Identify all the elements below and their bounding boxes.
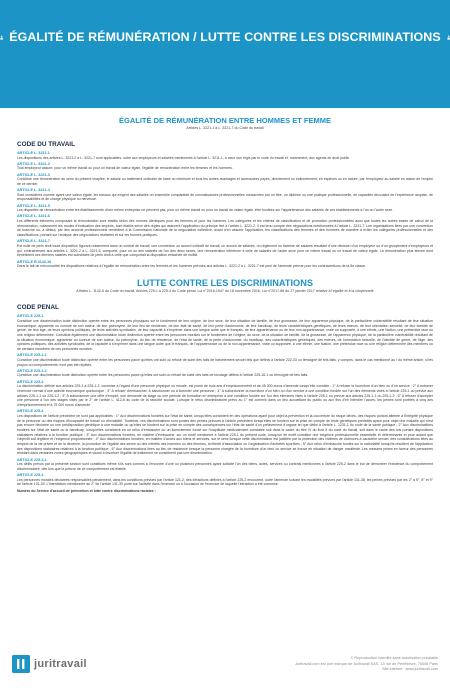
article-body: Sont considérés comme ayant une valeur égale, les travaux qui exigent des salariés un ensemble comparable de connaissances professionnelles consacrées par un titre, un diplôme ou une pratique professionnelle, de capacités découlant de l'expérience acquise, de responsabilités et de charge physique ou nerveuse.: [17, 192, 433, 202]
article: [17, 173, 433, 187]
article-body: Tout employeur assure, pour un même travail ou pour un travail de valeur égale, l'égalité de rémunération entre les femmes et les hommes.: [17, 166, 233, 171]
article-body: Les délits prévus par la présente section sont constitués même s'ils sont commis à l'encontre d'une ou plusieurs personnes ayant sollicité l'un des biens, actes, services ou contrats mentionnés à l'article 225-2 dans le but de démontrer l'existence du comportement discriminatoire, dès lors que la preuve de ce comportement est établie.: [17, 462, 433, 471]
banner-title: [0, 30, 450, 44]
logo-text: juritravail: [34, 658, 87, 670]
footer: [0, 645, 450, 700]
section-subtitle-lutte: Articles L. 1142-6 du Code du travail, Articles 225-1 à 225-4 du Code pénal, Loi n°2016-1547 du 18 novembre 2016, Loi n°2017-86 du 27 janvier 2017 relative à l'égalité et à la citoyenneté: [76, 289, 374, 294]
article-title: ARTICLE L. 3221-1: [17, 151, 50, 155]
article: [17, 369, 433, 378]
article: [17, 204, 433, 213]
footer-company: Juritravail.com est une marque de Juritravail SAS, 13 rue de Penthièvre, 75008 Paris: [295, 661, 438, 666]
article-title: ARTICLE 225-3: [17, 409, 44, 414]
article-title: ARTICLE L. 3221-5: [17, 203, 50, 208]
article-body: Les dispositions de l'article précédent ne sont pas applicables : 1° Aux discriminations fondées sur l'état de santé, lorsqu'elles consistent en des opérations ayant pour objet la prévention et la couverture du risque décès, des risques portant atteinte à l'intégrité physique de la personne ou des risques d'incapacité de travail ou d'invalidité. Toutefois, ces discriminations sont punies des peines prévues à l'article précédent lorsqu'elles se fondent sur la prise en compte de tests génétiques prédictifs ayant pour objet une maladie qui n'est pas encore déclarée ou une prédisposition génétique à une maladie ou qu'elles se fondent sur la prise en compte des conséquences sur l'état de santé d'un prélèvement d'organe tel que défini à l'article L. 1231-1 du code de la santé publique ; 2° Aux discriminations fondées sur l'état de santé ou le handicap, lorsqu'elles consistent en un refus d'embauche ou un licenciement fondé sur l'inaptitude médicalement constatée soit dans le cadre du titre IV du livre II du code du travail, soit dans le cadre des lois portant dispositions statutaires relatives à la fonction publique ; 3° Aux discriminations fondées, en matière d'embauche, sur un motif mentionné à l'article 225-1 du présent code, lorsqu'un tel motif constitue une exigence professionnelle essentielle et déterminante et pour autant que l'objectif soit légitime et l'exigence proportionnée ; 4° Aux discriminations fondées, en matière d'accès aux biens et services, sur le sexe lorsque cette discrimination est justifiée par la protection des victimes de violences à caractère sexuel, des considérations liées au respect de la vie privée et de la décence, la promotion de l'égalité des sexes ou des intérêts des hommes ou des femmes, la liberté d'association ou l'organisation d'activités sportives ; 5° Aux refus d'embauche fondés sur la nationalité lorsqu'ils résultent de l'application des dispositions statutaires relatives à la fonction publique ; 6° Aux discriminations liées au lieu de résidence lorsque la personne chargée de la fourniture d'un bien ou service se trouve en situation de danger manifeste. Les mesures prises en faveur des personnes résidant dans certaines zones géographiques et visant à favoriser l'égalité de traitement ne constituent pas une discrimination.: [17, 413, 433, 456]
article: [17, 151, 433, 160]
footer-website: Site internet : www.juritravail.com: [382, 667, 438, 672]
person-icon: [447, 31, 450, 44]
article-body: Constitue une discrimination toute distinction opérée entre les personnes physiques sur le fondement de leur origine, de leur sexe, de leur situation de famille, de leur grossesse, de leur apparence physique, de la particulière vulnérabilité résultant de leur situation économique, apparente ou connue de son auteur, de leur patronyme, de leur lieu de résidence, de leur état de santé, de leur perte d'autonomie, de leur handicap, de leurs caractéristiques génétiques, de leurs mœurs, de leur orientation sexuelle, de leur identité de genre, de leur âge, de leurs opinions politiques, de leurs activités syndicales, de leur capacité à s'exprimer dans une langue autre que le français, de leur appartenance ou de leur non-appartenance, vraie ou supposée, à une ethnie, une Nation, une prétendue race ou une religion déterminée. Constitue également une discrimination toute distinction opérée entre les personnes morales sur le fondement de l'origine, du sexe, de la situation de famille, de la grossesse, de l'apparence physique, de la particulière vulnérabilité résultant de la situation économique, apparente ou connue de son auteur, du patronyme, du lieu de résidence, de l'état de santé, de la perte d'autonomie, du handicap, des caractéristiques génétiques, des mœurs, de l'orientation sexuelle, de l'identité de genre, de l'âge, des opinions politiques, des activités syndicales, de la capacité à s'exprimer dans une langue autre que le français, de l'appartenance ou de la non-appartenance, vraie ou supposée, à une ethnie, une Nation, une prétendue race ou une religion déterminée des membres ou de certains membres de ces personnes morales.: [17, 318, 433, 352]
article-title: ARTICLE R.3142-16: [17, 259, 52, 264]
article-body: Constitue une rémunération au sens du présent chapitre, le salaire ou traitement ordinaire de base ou minimum et tous les autres avantages et accessoires payés, directement ou indirectement, en espèces ou en nature, par l'employeur au salarié en raison de l'emploi de ce dernier.: [17, 177, 433, 186]
article: [17, 188, 433, 202]
article: [17, 458, 433, 472]
code-travail-heading: CODE DU TRAVAIL: [17, 141, 75, 148]
article-body: Les différents éléments composant la rémunération sont établis selon des normes identiques pour les femmes et pour les hommes. Les catégories et les critères de classification et de promotion professionnelles ainsi que toutes les autres bases de calcul de la rémunération, notamment les modes d'évaluation des emplois, sont établis selon des règles qui assurent l'application du principe fixé à l'article L. 3221-2. Il est tenu compte des négociations mentionnées à l'article L. 2241-7. Les organisations liées par une convention de branche ou, à défaut, par des accords professionnels remédient à la Commission nationale de la négociation collective, avant d'en assurer l'application, les classifications des femmes et des hommes de manière à éviter les catégories professionnelles et des classifications, portant sur l'analyse des négociations réalisées et sur les bonnes pratiques.: [17, 218, 433, 238]
code-penal-heading: CODE PENAL: [17, 304, 59, 312]
section-title-egalite: ÉGALITÉ DE RÉMUNÉRATION ENTRE HOMMES ET FEMME: [119, 116, 331, 125]
article-title: ARTICLE L. 3221-3: [17, 172, 50, 177]
footer-legal: [295, 656, 438, 673]
juritravail-logo-icon: [12, 655, 30, 673]
article: [17, 162, 433, 171]
person-icon: [0, 31, 3, 44]
article: [17, 214, 433, 237]
footer-copyright: © Reproduction interdite sans autorisation préalable: [350, 656, 438, 660]
article-title: ARTICLE 225-2: [17, 379, 44, 384]
article: [17, 380, 433, 408]
article: [17, 473, 433, 487]
article-title: ARTICLE L. 3221-7: [17, 239, 50, 244]
juritravail-logo: [12, 655, 87, 673]
article-title: ARTICLE 225-4: [17, 473, 44, 478]
article-body: La discrimination définie aux articles 225-1 à 225-1-2, commise à l'égard d'une personne physique ou morale, est punie de trois ans d'emprisonnement et de 45 000 euros d'amende lorsqu'elle consiste : 1° A refuser la fourniture d'un bien ou d'un service ; 2° A entraver l'exercice normal d'une activité économique quelconque ; 3° A refuser d'embaucher, à sanctionner ou à licencier une personne ; 4° A subordonner la fourniture d'un bien ou d'un service à une condition fondée sur l'un des éléments visés à l'article 225-1 ou prévue aux articles 225-1-1 ou 225-1-2 ; 5° A subordonner une offre d'emploi, une demande de stage ou une période de formation en entreprise à une condition fondée sur l'un des éléments visés à l'article 225-1 ou prévue aux articles 225-1-1 ou 225-1-2 ; 6° A refuser d'accepter une personne à l'un des stages visés par le 2° de l'article L. 412-8 du code de la sécurité sociale. Lorsque le refus discriminatoire prévu au 1° est commis dans un lieu accueillant du public ou aux fins d'en interdire l'accès, les peines sont portées à cinq ans d'emprisonnement et à 75 000 euros d'amende.: [17, 384, 433, 408]
article-title: ARTICLE 225-1-2: [17, 368, 47, 373]
article-body: Les dispositions des articles L. 3221-2 à L. 3221-7 sont applicables, outre aux employeurs et salariés mentionnés à l'article L. 3211-1, à ceux non régis par le code du travail et, notamment, aux agents de droit public.: [17, 155, 351, 160]
section-title-lutte: LUTTE CONTRE LES DISCRIMINATIONS: [137, 278, 313, 289]
article: [17, 409, 433, 456]
article: [17, 489, 433, 494]
article-title: ARTICLE L. 3221-2: [17, 161, 50, 166]
article: [17, 314, 433, 352]
article-title: ARTICLE 225-3-1: [17, 457, 47, 462]
article-body: Les disparités de rémunération entre les établissements d'une même entreprise ne peuvent pas, pour un même travail ou pour un travail de valeur égale, être fondées sur l'appartenance des salariés de ces établissements à l'un ou l'autre sexe.: [17, 208, 394, 213]
article-body: Est nulle de plein droit toute disposition figurant notamment dans un contrat de travail, une convention ou accord collectif de travail, un accord de salaires, un règlement ou barème de salaires résultant d'une décision d'un employeur ou d'un groupement d'employeurs et qui, contrairement aux articles L. 3221-2 à L. 3221-6, comporte, pour un ou des salariés de l'un des deux sexes, une rémunération inférieure à celle de salariés de l'autre sexe pour un même travail ou un travail de valeur égale. La rémunération plus élevée dont bénéficient ces derniers salariés est substituée de plein droit à celle que comportait la disposition entachée de nullité.: [17, 243, 433, 258]
article-body: Constitue une discrimination toute distinction opérée entre les personnes parce qu'elles ont subi ou refusé de subir des faits de bizutage définis à l'article 225-16-1 ou témoigné de tels faits.: [17, 373, 309, 378]
document-sheet: [17, 108, 433, 644]
article: [17, 239, 433, 258]
article: [17, 353, 433, 367]
article-title: ARTICLE 225-1: [17, 314, 44, 319]
article-body: Les personnes morales déclarées responsables pénalement, dans les conditions prévues par l'article 121-2, des infractions définies à l'article 225-2 encourent, outre l'amende suivant les modalités prévues par l'article 131-38, les peines prévues par les 2° à 5°, 8° et 9° de l'article 131-39. L'interdiction mentionnée au 2° de l'article 131-39 porte sur l'activité dans l'exercice ou à l'occasion de l'exercice de laquelle l'infraction a été commise.: [17, 477, 433, 487]
article-title: ARTICLE L. 3221-4: [17, 188, 50, 193]
article-title: ARTICLE 225-1-1: [17, 353, 47, 358]
article: [17, 260, 433, 269]
banner-title-text: ÉGALITÉ DE RÉMUNÉRATION / LUTTE CONTRE LES DISCRIMINATIONS: [9, 30, 441, 44]
section-subtitle-egalite: Articles L. 3221-1 à L. 3221-7 du Code du travail: [186, 126, 264, 130]
article-body: Numéro du Service d'accueil de prévention et lutte contre discriminations raciales :: [17, 489, 156, 494]
code-travail-articles: [17, 151, 433, 269]
code-penal-articles: [17, 314, 433, 494]
article-body: Dans le fait de méconnaître les dispositions relatives à l'égalité de rémunération entre les femmes et les hommes prévues aux articles L. 3221-2 à L. 3221-7 est puni de l'amende prévue pour les contraventions de la 5e classe.: [17, 264, 367, 269]
header-banner: [0, 0, 450, 108]
article-body: Constitue une discrimination toute distinction opérée entre les personnes parce qu'elles ont subi ou refusé de subir des faits de harcèlement sexuel tels que définis à l'article 222-33 ou témoigné de tels faits, y compris, dans le cas mentionné au I du même article, si les propos ou comportements n'ont pas été répétés.: [17, 357, 433, 367]
article-title: ARTICLE L. 3221-6: [17, 214, 50, 219]
